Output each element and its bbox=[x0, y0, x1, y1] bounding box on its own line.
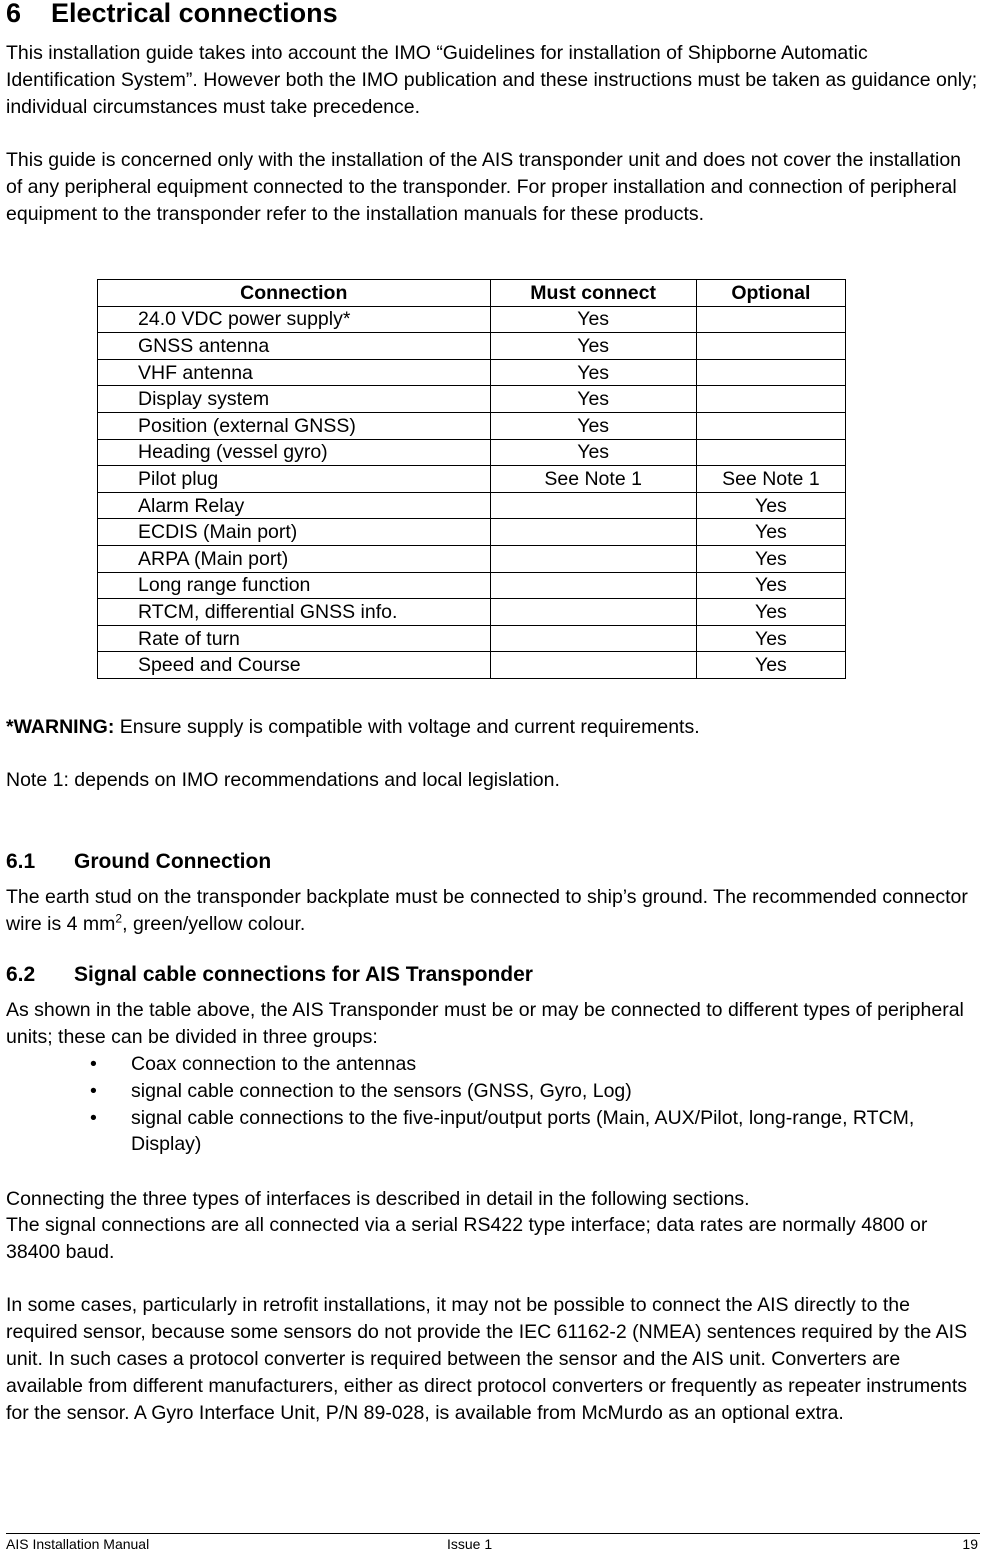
connections-table bbox=[97, 279, 846, 679]
list-item-text: signal cable connection to the sensors (GNSS, Gyro, Log) bbox=[131, 1080, 632, 1102]
rs422-paragraph: The signal connections are all connected via a serial RS422 type interface; data rates are normally 4800 or 38400 baud. bbox=[6, 1214, 928, 1263]
cell-connection: ARPA (Main port) bbox=[98, 545, 491, 572]
list-item bbox=[90, 1051, 980, 1077]
ground-text-1: The earth stud on the transponder backplate must be connected to ship’s ground. The recommended connector wire is 4 mm bbox=[6, 886, 968, 935]
cell-must-connect bbox=[490, 545, 696, 572]
cell-optional bbox=[696, 306, 845, 333]
header-connection: Connection bbox=[98, 280, 491, 307]
cell-connection: Heading (vessel gyro) bbox=[98, 439, 491, 466]
subsection-6-1-heading bbox=[6, 850, 271, 874]
section-number: 6 bbox=[6, 0, 22, 28]
protocol-converter-paragraph: In some cases, particularly in retrofit installations, it may not be possible to connect the AIS directly to the required sensor, because some sensors do not provide the IEC 61162-2 (NMEA) sentences required by the AIS unit. In such cases a protocol converter is required between the sensor and the AIS unit. Converters are available from different manufacturers, either as direct protocol converters or frequently as repeater instruments for the sensor. A Gyro Interface Unit, P/N 89-028, is available from McMurdo as an optional extra. bbox=[6, 1294, 968, 1424]
header-must-connect: Must connect bbox=[490, 280, 696, 307]
cell-connection: Speed and Course bbox=[98, 652, 491, 679]
section-heading bbox=[6, 0, 338, 29]
table-row bbox=[98, 652, 846, 679]
footer-manual-title: AIS Installation Manual bbox=[6, 1536, 150, 1552]
cell-must-connect: Yes bbox=[490, 412, 696, 439]
cell-connection: RTCM, differential GNSS info. bbox=[98, 599, 491, 626]
list-item-text: signal cable connections to the five-input/output ports (Main, AUX/Pilot, long-range, RTCM, Display) bbox=[131, 1107, 915, 1155]
table-row bbox=[98, 412, 846, 439]
cell-connection: Display system bbox=[98, 386, 491, 413]
interfaces-paragraph: Connecting the three types of interfaces is described in detail in the following sections. bbox=[6, 1188, 750, 1210]
table-row bbox=[98, 545, 846, 572]
table-row bbox=[98, 519, 846, 546]
cell-optional: Yes bbox=[696, 572, 845, 599]
cell-must-connect: Yes bbox=[490, 386, 696, 413]
section-title: Electrical connections bbox=[51, 0, 338, 28]
subsection-6-2-heading bbox=[6, 963, 533, 987]
ground-text-2: , green/yellow colour. bbox=[122, 913, 306, 935]
table-row bbox=[98, 599, 846, 626]
subsection-6-1-title: Ground Connection bbox=[74, 850, 272, 873]
table-row bbox=[98, 333, 846, 360]
ground-connection-paragraph bbox=[6, 884, 978, 938]
cell-optional bbox=[696, 359, 845, 386]
cell-optional: Yes bbox=[696, 599, 845, 626]
subsection-6-1-number: 6.1 bbox=[6, 850, 36, 873]
cell-optional bbox=[696, 333, 845, 360]
cell-must-connect bbox=[490, 599, 696, 626]
table-row bbox=[98, 492, 846, 519]
warning-note bbox=[6, 714, 978, 741]
cell-connection: Alarm Relay bbox=[98, 492, 491, 519]
cell-connection: Rate of turn bbox=[98, 625, 491, 652]
footer-divider bbox=[6, 1533, 980, 1534]
cell-must-connect bbox=[490, 572, 696, 599]
cell-optional bbox=[696, 386, 845, 413]
cell-optional: Yes bbox=[696, 492, 845, 519]
list-item bbox=[90, 1105, 980, 1157]
interface-groups-list bbox=[90, 1051, 980, 1158]
cell-connection: GNSS antenna bbox=[98, 333, 491, 360]
intro-paragraph-2: This guide is concerned only with the installation of the AIS transponder unit and does not cover the installation of any peripheral equipment connected to the transponder. For proper installation and connection of peripheral equipment to the transponder refer to the installation manuals for these products. bbox=[6, 149, 962, 225]
warning-text: Ensure supply is compatible with voltage and current requirements. bbox=[114, 716, 700, 738]
table-row bbox=[98, 625, 846, 652]
cell-connection: VHF antenna bbox=[98, 359, 491, 386]
footer-issue: Issue 1 bbox=[447, 1536, 493, 1552]
cell-must-connect bbox=[490, 492, 696, 519]
cell-connection: Pilot plug bbox=[98, 466, 491, 493]
note-1: Note 1: depends on IMO recommendations and local legislation. bbox=[6, 769, 560, 791]
list-item-text: Coax connection to the antennas bbox=[131, 1053, 417, 1075]
cell-must-connect: Yes bbox=[490, 359, 696, 386]
cell-must-connect: Yes bbox=[490, 306, 696, 333]
cell-must-connect bbox=[490, 652, 696, 679]
table-row bbox=[98, 386, 846, 413]
cell-optional bbox=[696, 439, 845, 466]
subsection-6-2-title: Signal cable connections for AIS Transponder bbox=[74, 963, 533, 986]
table-header-row bbox=[98, 280, 846, 307]
cell-must-connect bbox=[490, 625, 696, 652]
cell-optional: See Note 1 bbox=[696, 466, 845, 493]
table-row bbox=[98, 439, 846, 466]
bullet-icon: • bbox=[90, 1053, 97, 1075]
table-row bbox=[98, 306, 846, 333]
cell-must-connect bbox=[490, 519, 696, 546]
cell-connection: ECDIS (Main port) bbox=[98, 519, 491, 546]
list-item bbox=[90, 1078, 980, 1104]
subsection-6-2-number: 6.2 bbox=[6, 963, 36, 986]
table-row bbox=[98, 359, 846, 386]
cell-connection: Long range function bbox=[98, 572, 491, 599]
footer-page-number: 19 bbox=[962, 1536, 978, 1552]
cell-optional: Yes bbox=[696, 545, 845, 572]
cell-must-connect: See Note 1 bbox=[490, 466, 696, 493]
cell-optional: Yes bbox=[696, 625, 845, 652]
cell-optional bbox=[696, 412, 845, 439]
cell-connection: Position (external GNSS) bbox=[98, 412, 491, 439]
cell-optional: Yes bbox=[696, 519, 845, 546]
warning-label: *WARNING: bbox=[6, 716, 115, 738]
table-row bbox=[98, 572, 846, 599]
intro-paragraph-1: This installation guide takes into account the IMO “Guidelines for installation of Shipborne Automatic Identification System”. However both the IMO publication and these instructions must be taken as guidance only; individual circumstances must take precedence. bbox=[6, 42, 978, 118]
cell-optional: Yes bbox=[696, 652, 845, 679]
table-body bbox=[98, 306, 846, 678]
bullet-icon: • bbox=[90, 1080, 97, 1102]
signal-intro-paragraph: As shown in the table above, the AIS Transponder must be or may be connected to different types of peripheral units; these can be divided in three groups: bbox=[6, 999, 964, 1048]
table-row bbox=[98, 466, 846, 493]
cell-must-connect: Yes bbox=[490, 333, 696, 360]
cell-connection: 24.0 VDC power supply* bbox=[98, 306, 491, 333]
bullet-icon: • bbox=[90, 1107, 97, 1129]
header-optional: Optional bbox=[696, 280, 845, 307]
ground-superscript: 2 bbox=[115, 911, 123, 926]
cell-must-connect: Yes bbox=[490, 439, 696, 466]
